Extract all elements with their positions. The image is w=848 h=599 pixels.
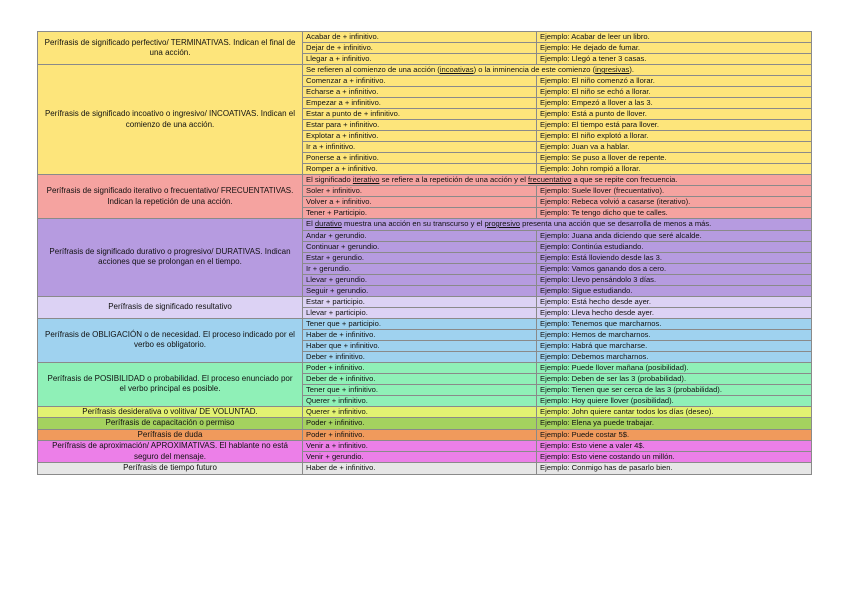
category-cell: Perífrasis de significado incoativo o ingresivo/ INCOATIVAS. Indican el comienzo de una acción. xyxy=(38,65,303,175)
form-cell: Romper a + infinitivo. xyxy=(303,164,537,175)
form-cell: Explotar a + infinitivo. xyxy=(303,131,537,142)
form-cell: Poder + infinitivo. xyxy=(303,418,537,430)
example-cell: Ejemplo: Está a punto de llover. xyxy=(537,109,812,120)
table-row xyxy=(38,318,812,329)
group-frecuentativas xyxy=(38,175,812,219)
example-cell: Ejemplo: John rompió a llorar. xyxy=(537,164,812,175)
form-cell: Ir a + infinitivo. xyxy=(303,142,537,153)
table-row xyxy=(38,219,812,231)
example-cell: Ejemplo: Te tengo dicho que te calles. xyxy=(537,208,812,219)
perifrasis-table xyxy=(37,31,812,475)
form-cell: Estar + participio. xyxy=(303,296,537,307)
table-row xyxy=(38,296,812,307)
example-cell: Ejemplo: Continúa estudiando. xyxy=(537,241,812,252)
form-cell: Empezar a + infinitivo. xyxy=(303,98,537,109)
category-cell: Perífrasis de tiempo futuro xyxy=(38,463,303,475)
category-cell: Perífrasis de POSIBILIDAD o probabilidad. El proceso enunciado por el verbo principal es posible. xyxy=(38,362,303,406)
note-text: a que se repite con frecuencia. xyxy=(571,175,678,185)
example-cell: Ejemplo: El niño comenzó a llorar. xyxy=(537,76,812,87)
example-cell: Ejemplo: Puede llover mañana (posibilidad). xyxy=(537,362,812,373)
note-term: frecuentativo xyxy=(528,175,572,185)
example-cell: Ejemplo: El niño se echó a llorar. xyxy=(537,87,812,98)
example-cell: Ejemplo: Vamos ganando dos a cero. xyxy=(537,263,812,274)
form-cell: Soler + infinitivo. xyxy=(303,186,537,197)
form-cell: Acabar de + infinitivo. xyxy=(303,32,537,43)
form-cell: Querer + infinitivo. xyxy=(303,395,537,406)
example-cell: Ejemplo: Está hecho desde ayer. xyxy=(537,296,812,307)
form-cell: Llevar + gerundio. xyxy=(303,274,537,285)
example-cell: Ejemplo: Esto viene a valer 4$. xyxy=(537,441,812,452)
note-text: El significado xyxy=(306,175,353,185)
group-posibilidad xyxy=(38,362,812,406)
example-cell: Ejemplo: Está lloviendo desde las 3. xyxy=(537,252,812,263)
example-cell: Ejemplo: Lleva hecho desde ayer. xyxy=(537,307,812,318)
example-cell: Ejemplo: El niño explotó a llorar. xyxy=(537,131,812,142)
example-cell: Ejemplo: John quiere cantar todos los días (deseo). xyxy=(537,406,812,418)
form-cell: Continuar + gerundio. xyxy=(303,241,537,252)
category-cell: Perífrasis de significado iterativo o frecuentativo/ FRECUENTATIVAS. Indican la repetición de una acción. xyxy=(38,175,303,219)
form-cell: Volver a + infinitivo. xyxy=(303,197,537,208)
example-cell: Ejemplo: Rebeca volvió a casarse (iterativo). xyxy=(537,197,812,208)
form-cell: Haber de + infinitivo. xyxy=(303,463,537,475)
example-cell: Ejemplo: Debemos marcharnos. xyxy=(537,351,812,362)
note-text: ) o la inminencia de este comienzo ( xyxy=(473,65,596,75)
form-cell: Tener que + infinitivo. xyxy=(303,384,537,395)
note-term: progresivo xyxy=(484,219,521,228)
group-duda xyxy=(38,429,812,441)
form-cell: Andar + gerundio. xyxy=(303,230,537,241)
table-row xyxy=(38,463,812,475)
example-cell: Ejemplo: Tienen que ser cerca de las 3 (probabilidad). xyxy=(537,384,812,395)
category-cell: Perífrasis de OBLIGACIÓN o de necesidad. El proceso indicado por el verbo es obligatorio. xyxy=(38,318,303,362)
form-cell: Seguir + gerundio. xyxy=(303,285,537,296)
form-cell: Deber + infinitivo. xyxy=(303,351,537,362)
table-row xyxy=(38,441,812,452)
example-cell: Ejemplo: Acabar de leer un libro. xyxy=(537,32,812,43)
example-cell: Ejemplo: Hoy quiere llover (posibilidad). xyxy=(537,395,812,406)
form-cell: Poder + infinitivo. xyxy=(303,362,537,373)
group-resultativo xyxy=(38,296,812,318)
example-cell: Ejemplo: Deben de ser las 3 (probabilidad). xyxy=(537,373,812,384)
form-cell: Estar + gerundio. xyxy=(303,252,537,263)
note-text: El xyxy=(306,219,315,228)
example-cell: Ejemplo: Conmigo has de pasarlo bien. xyxy=(537,463,812,475)
group-capacitacion xyxy=(38,418,812,430)
document-page xyxy=(37,31,812,475)
table-row xyxy=(38,32,812,43)
category-cell: Perífrasis de capacitación o permiso xyxy=(38,418,303,430)
note-text: Se refieren al comienzo de una acción ( xyxy=(306,65,440,75)
table-row xyxy=(38,65,812,76)
table-row xyxy=(38,418,812,430)
example-cell: Ejemplo: Juana anda diciendo que seré alcalde. xyxy=(537,230,812,241)
group-voluntad xyxy=(38,406,812,418)
category-cell: Perífrasis de significado durativo o progresivo/ DURATIVAS. Indican acciones que se prolongan en el tiempo. xyxy=(38,219,303,297)
note-term: durativo xyxy=(314,219,342,228)
table-row xyxy=(38,406,812,418)
form-cell: Estar a punto de + infinitivo. xyxy=(303,109,537,120)
example-cell: Ejemplo: Tenemos que marcharnos. xyxy=(537,318,812,329)
example-cell: Ejemplo: Juan va a hablar. xyxy=(537,142,812,153)
example-cell: Ejemplo: Esto viene costando un millón. xyxy=(537,452,812,463)
example-cell: Ejemplo: Elena ya puede trabajar. xyxy=(537,418,812,430)
form-cell: Venir + gerundio. xyxy=(303,452,537,463)
form-cell: Haber de + infinitivo. xyxy=(303,329,537,340)
form-cell: Comenzar a + infinitivo. xyxy=(303,76,537,87)
example-cell: Ejemplo: Se puso a llover de repente. xyxy=(537,153,812,164)
form-cell: Venir a + infinitivo. xyxy=(303,441,537,452)
note-term: incoativas xyxy=(439,65,474,75)
category-cell: Perífrasis de significado resultativo xyxy=(38,296,303,318)
note-term: iterativo xyxy=(352,175,380,185)
group-aproximativas xyxy=(38,441,812,463)
example-cell: Ejemplo: He dejado de fumar. xyxy=(537,43,812,54)
form-cell: Tener + Participio. xyxy=(303,208,537,219)
note-cell xyxy=(303,65,812,76)
example-cell: Ejemplo: Empezó a llover a las 3. xyxy=(537,98,812,109)
note-text: se refiere a la repetición de una acción y el xyxy=(379,175,529,185)
form-cell: Llevar + participio. xyxy=(303,307,537,318)
category-cell: Perífrasis de aproximación/ APROXIMATIVAS. El hablante no está seguro del mensaje. xyxy=(38,441,303,463)
form-cell: Tener que + participio. xyxy=(303,318,537,329)
note-text: ). xyxy=(629,65,634,75)
form-cell: Llegar a + infinitivo. xyxy=(303,54,537,65)
note-cell xyxy=(303,219,812,231)
category-cell: Perífrasis de duda xyxy=(38,429,303,441)
form-cell: Ir + gerundio. xyxy=(303,263,537,274)
table-row xyxy=(38,429,812,441)
group-futuro xyxy=(38,463,812,475)
form-cell: Haber que + infinitivo. xyxy=(303,340,537,351)
example-cell: Ejemplo: Habrá que marcharse. xyxy=(537,340,812,351)
category-cell: Perífrasis de significado perfectivo/ TERMINATIVAS. Indican el final de una acción. xyxy=(38,32,303,65)
group-durativas xyxy=(38,219,812,297)
form-cell: Dejar de + infinitivo. xyxy=(303,43,537,54)
form-cell: Deber de + infinitivo. xyxy=(303,373,537,384)
example-cell: Ejemplo: Puede costar 5$. xyxy=(537,429,812,441)
note-term: ingresivas xyxy=(595,65,630,75)
note-cell xyxy=(303,175,812,186)
form-cell: Querer + infinitivo. xyxy=(303,406,537,418)
table-row xyxy=(38,175,812,186)
table-row xyxy=(38,362,812,373)
example-cell: Ejemplo: Sigue estudiando. xyxy=(537,285,812,296)
note-text: presenta una acción que se desarrolla de menos a más. xyxy=(520,219,712,228)
group-terminativas xyxy=(38,32,812,65)
group-obligacion xyxy=(38,318,812,362)
example-cell: Ejemplo: Suele llover (frecuentativo). xyxy=(537,186,812,197)
form-cell: Ponerse a + infinitivo. xyxy=(303,153,537,164)
example-cell: Ejemplo: El tiempo está para llover. xyxy=(537,120,812,131)
form-cell: Poder + infinitivo. xyxy=(303,429,537,441)
form-cell: Estar para + infinitivo. xyxy=(303,120,537,131)
note-text: muestra una acción en su transcurso y el xyxy=(341,219,485,228)
example-cell: Ejemplo: Llevo pensándolo 3 días. xyxy=(537,274,812,285)
category-cell: Perífrasis desiderativa o volitiva/ DE VOLUNTAD. xyxy=(38,406,303,418)
group-incoativas xyxy=(38,65,812,175)
example-cell: Ejemplo: Hemos de marcharnos. xyxy=(537,329,812,340)
form-cell: Echarse a + infinitivo. xyxy=(303,87,537,98)
example-cell: Ejemplo: Llegó a tener 3 casas. xyxy=(537,54,812,65)
